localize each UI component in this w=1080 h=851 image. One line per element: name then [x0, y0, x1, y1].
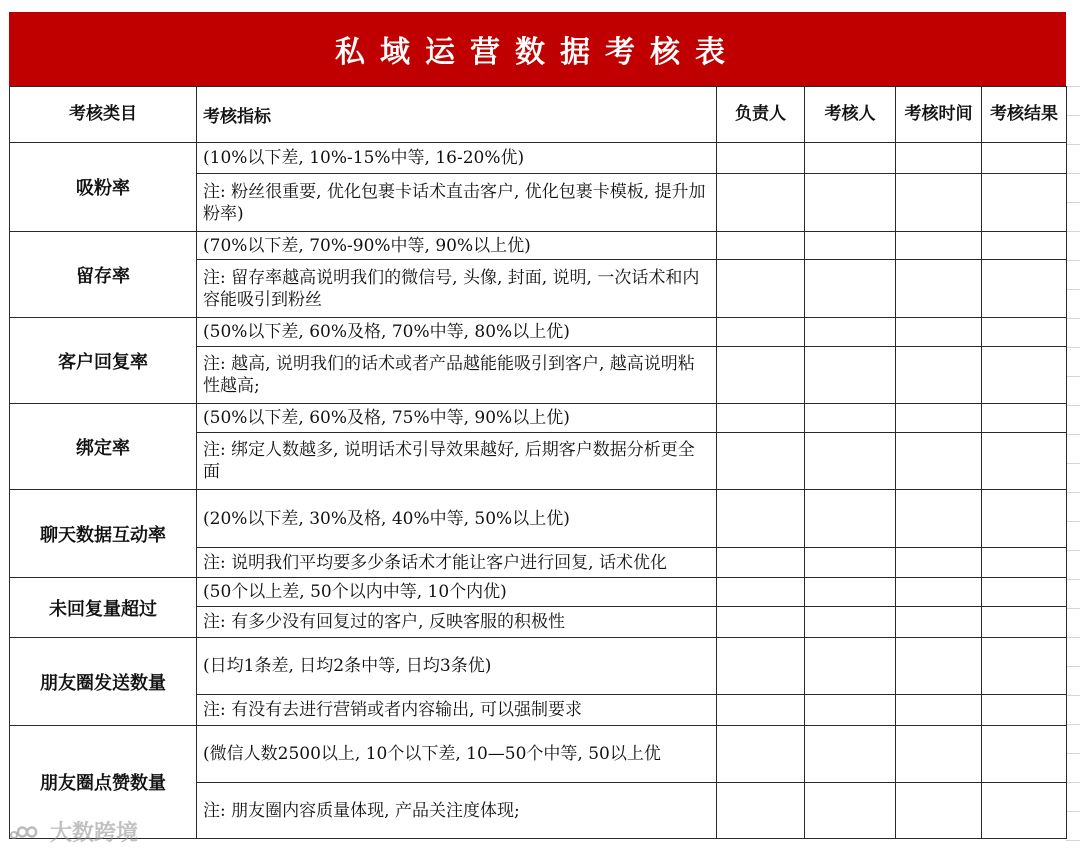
table-row: [10, 726, 1067, 783]
result-cell[interactable]: [982, 232, 1067, 260]
criteria-cell: (50%以下差, 60%及格, 70%中等, 80%以上优): [197, 318, 717, 347]
result-cell[interactable]: [982, 490, 1067, 548]
table-row: [10, 143, 1067, 174]
result-cell[interactable]: [982, 726, 1067, 783]
header-result: 考核结果: [982, 87, 1067, 143]
category-cell: 朋友圈点赞数量: [10, 726, 197, 839]
time-cell[interactable]: [896, 174, 982, 232]
note-cell: 注: 绑定人数越多, 说明话术引导效果越好, 后期客户数据分析更全面: [197, 433, 717, 490]
assessor-cell[interactable]: [805, 174, 896, 232]
owner-cell[interactable]: [717, 726, 805, 783]
owner-cell[interactable]: [717, 695, 805, 726]
time-cell[interactable]: [896, 433, 982, 490]
category-cell: 绑定率: [10, 404, 197, 490]
time-cell[interactable]: [896, 490, 982, 548]
note-cell: 注: 朋友圈内容质量体现, 产品关注度体现;: [197, 783, 717, 839]
time-cell[interactable]: [896, 318, 982, 347]
time-cell[interactable]: [896, 143, 982, 174]
result-cell[interactable]: [982, 578, 1067, 607]
owner-cell[interactable]: [717, 318, 805, 347]
infinity-loop-icon: [10, 822, 44, 842]
assessor-cell[interactable]: [805, 404, 896, 433]
assessor-cell[interactable]: [805, 638, 896, 695]
assessor-cell[interactable]: [805, 548, 896, 578]
owner-cell[interactable]: [717, 607, 805, 638]
result-cell[interactable]: [982, 607, 1067, 638]
time-cell[interactable]: [896, 607, 982, 638]
assessor-cell[interactable]: [805, 232, 896, 260]
assessor-cell[interactable]: [805, 607, 896, 638]
category-cell: 留存率: [10, 232, 197, 318]
category-cell: 聊天数据互动率: [10, 490, 197, 578]
owner-cell[interactable]: [717, 260, 805, 318]
owner-cell[interactable]: [717, 638, 805, 695]
category-cell: 未回复量超过: [10, 578, 197, 638]
assessor-cell[interactable]: [805, 695, 896, 726]
note-cell: 注: 留存率越高说明我们的微信号, 头像, 封面, 说明, 一次话术和内容能吸引到粉丝: [197, 260, 717, 318]
category-cell: 朋友圈发送数量: [10, 638, 197, 726]
result-cell[interactable]: [982, 404, 1067, 433]
header-assessor: 考核人: [805, 87, 896, 143]
assessor-cell[interactable]: [805, 433, 896, 490]
criteria-cell: (日均1条差, 日均2条中等, 日均3条优): [197, 638, 717, 695]
header-indicator: 考核指标: [197, 87, 717, 143]
owner-cell[interactable]: [717, 404, 805, 433]
criteria-cell: (70%以下差, 70%-90%中等, 90%以上优): [197, 232, 717, 260]
header-owner: 负责人: [717, 87, 805, 143]
table-row: [10, 318, 1067, 347]
time-cell[interactable]: [896, 783, 982, 839]
assessor-cell[interactable]: [805, 260, 896, 318]
owner-cell[interactable]: [717, 490, 805, 548]
note-cell: 注: 有多少没有回复过的客户, 反映客服的积极性: [197, 607, 717, 638]
owner-cell[interactable]: [717, 783, 805, 839]
sheet-title: 私域运营数据考核表: [9, 12, 1066, 86]
time-cell[interactable]: [896, 232, 982, 260]
time-cell[interactable]: [896, 578, 982, 607]
note-cell: 注: 有没有去进行营销或者内容输出, 可以强制要求: [197, 695, 717, 726]
time-cell[interactable]: [896, 347, 982, 404]
header-category: 考核类目: [10, 87, 197, 143]
owner-cell[interactable]: [717, 232, 805, 260]
result-cell[interactable]: [982, 174, 1067, 232]
table-row: [10, 578, 1067, 607]
result-cell[interactable]: [982, 260, 1067, 318]
note-cell: 注: 越高, 说明我们的话术或者产品越能能吸引到客户, 越高说明粘性越高;: [197, 347, 717, 404]
time-cell[interactable]: [896, 548, 982, 578]
owner-cell[interactable]: [717, 548, 805, 578]
owner-cell[interactable]: [717, 143, 805, 174]
owner-cell[interactable]: [717, 578, 805, 607]
criteria-cell: (50个以上差, 50个以内中等, 10个内优): [197, 578, 717, 607]
watermark-text: 大数跨境: [50, 821, 139, 846]
header-row: [10, 87, 1067, 143]
assessor-cell[interactable]: [805, 143, 896, 174]
assessor-cell[interactable]: [805, 783, 896, 839]
time-cell[interactable]: [896, 404, 982, 433]
assessment-table: [9, 86, 1067, 839]
assessor-cell[interactable]: [805, 347, 896, 404]
note-cell: 注: 粉丝很重要, 优化包裹卡话术直击客户, 优化包裹卡模板, 提升加粉率): [197, 174, 717, 232]
assessor-cell[interactable]: [805, 578, 896, 607]
category-cell: 客户回复率: [10, 318, 197, 404]
time-cell[interactable]: [896, 638, 982, 695]
header-time: 考核时间: [896, 87, 982, 143]
assessor-cell[interactable]: [805, 318, 896, 347]
table-row: [10, 232, 1067, 260]
time-cell[interactable]: [896, 260, 982, 318]
result-cell[interactable]: [982, 548, 1067, 578]
assessment-sheet: [9, 12, 1066, 842]
result-cell[interactable]: [982, 783, 1067, 839]
result-cell[interactable]: [982, 318, 1067, 347]
time-cell[interactable]: [896, 726, 982, 783]
criteria-cell: (20%以下差, 30%及格, 40%中等, 50%以上优): [197, 490, 717, 548]
spreadsheet-gridlines: [1066, 86, 1080, 842]
result-cell[interactable]: [982, 433, 1067, 490]
table-row: [10, 404, 1067, 433]
criteria-cell: (50%以下差, 60%及格, 75%中等, 90%以上优): [197, 404, 717, 433]
assessor-cell[interactable]: [805, 726, 896, 783]
watermark: [10, 816, 138, 847]
assessor-cell[interactable]: [805, 490, 896, 548]
category-cell: 吸粉率: [10, 143, 197, 232]
criteria-cell: (微信人数2500以上, 10个以下差, 10—50个中等, 50以上优: [197, 726, 717, 783]
owner-cell[interactable]: [717, 347, 805, 404]
criteria-cell: (10%以下差, 10%-15%中等, 16-20%优): [197, 143, 717, 174]
note-text: 注: 说明我们平均要多少条话术才能让客户进行回复, 话术优化: [203, 552, 667, 573]
result-cell[interactable]: [982, 638, 1067, 695]
time-cell[interactable]: [896, 695, 982, 726]
owner-cell[interactable]: [717, 174, 805, 232]
table-row: [10, 490, 1067, 548]
owner-cell[interactable]: [717, 433, 805, 490]
result-cell[interactable]: [982, 347, 1067, 404]
table-row: [10, 638, 1067, 695]
result-cell[interactable]: [982, 143, 1067, 174]
result-cell[interactable]: [982, 695, 1067, 726]
note-cell: [197, 548, 717, 578]
